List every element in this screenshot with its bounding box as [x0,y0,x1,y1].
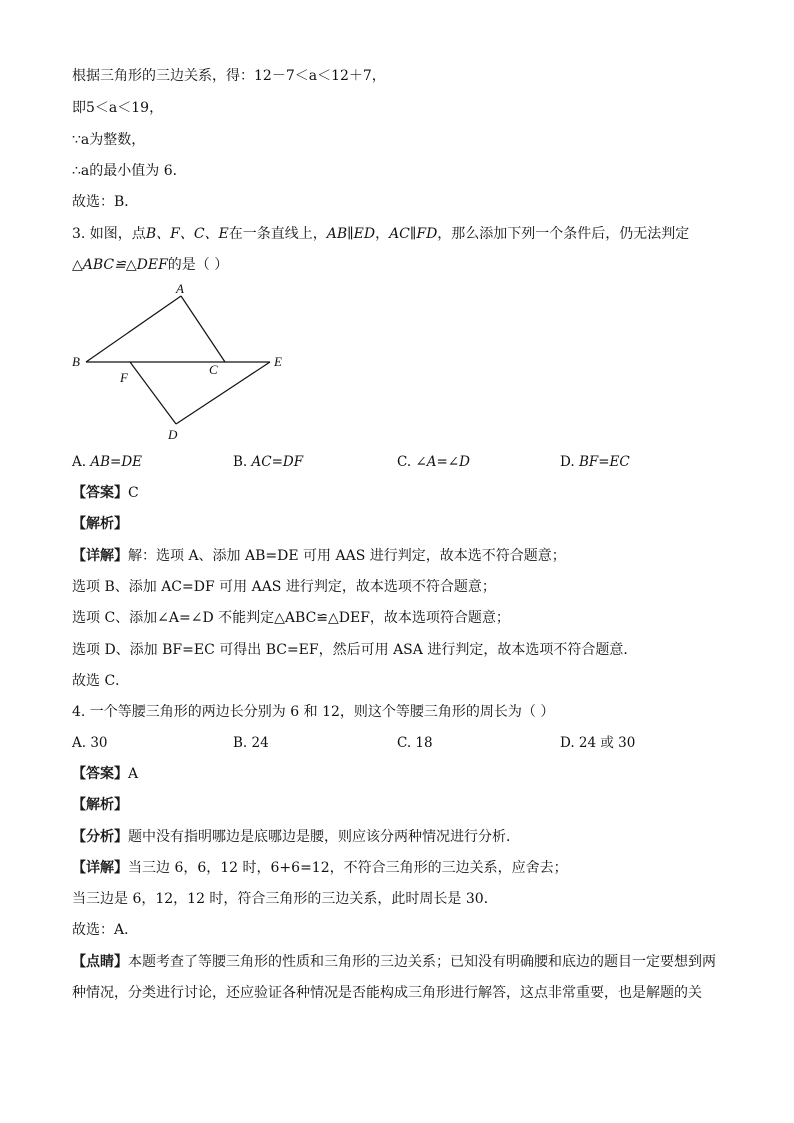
q4-option-c: C. 18 [397,735,433,751]
option-text: BF=EC [578,454,630,470]
q3-stem-line1 [72,224,689,244]
q3-points: B、F、C、E [145,226,229,242]
q3-stem-text: 的是（ ） [167,257,229,273]
segment-DE [176,362,270,424]
option-letter: B. [233,454,252,470]
answer-value: A [128,766,139,782]
q3-condition-2: AC∥FD [389,226,438,242]
q3-stem-text: 在一条直线上， [228,226,327,242]
q3-option-c [397,452,470,472]
solution-line-choose: 故选：B． [72,194,139,210]
q3-option-b [233,452,303,472]
q4-analysis-line [72,795,128,815]
fenxi-tag: 【分析】 [72,829,128,845]
detail-tag: 【详解】 [72,860,128,876]
q3-analysis-line [72,514,128,534]
q3-stem-text: ，那么添加下列一个条件后，仍无法判定 [437,226,690,242]
q4-stem: 4. 一个等腰三角形的两边长分别为 6 和 12，则这个等腰三角形的周长为（ ） [72,704,555,720]
label-C: C [209,362,218,377]
q4-option-b: B. 24 [233,735,269,751]
q3-choose-line: 故选 C． [72,673,130,689]
analysis-tag: 【解析】 [72,516,128,532]
solution-line-range: 即5＜a＜19， [72,100,164,116]
dianjing-text: 本题考查了等腰三角形的性质和三角形的三边关系；已知没有明确腰和底边的题目一定要想到两 [128,954,716,970]
text: 根据三角形的三边关系，得： [72,68,254,84]
answer-value: C [128,485,139,501]
q3-stem-line2 [72,255,228,275]
q4-detail-line2: 当三边是 6，12，12 时，符合三角形的三边关系，此时周长是 30． [72,891,498,907]
label-E: E [274,354,282,369]
q3-stem-text: 3. 如图，点 [72,226,146,242]
q3-geometry-figure [60,278,300,448]
solution-line-triangle-inequality [72,66,386,86]
q3-condition-1: AB∥ED [326,226,376,242]
q3-detail-line1 [72,546,566,566]
label-F: F [120,370,128,385]
solution-line-integer: ∵a为整数， [72,132,146,148]
segment-BA [86,296,181,362]
inequality: 12－7＜a＜12＋7， [254,68,386,84]
q3-answer-line [72,483,139,503]
analysis-tag: 【解析】 [72,797,128,813]
q3-congruence: △ABC≌△DEF [72,257,168,273]
option-text: AB=DE [90,454,143,470]
label-B: B [72,354,80,369]
segment-FD [130,362,176,424]
q4-dianjing-line2: 种情况，分类进行讨论，还应验证各种情况是否能构成三角形进行解答，这点非常重要，也是解题的关 [72,985,702,1001]
dianjing-tag: 【点睛】 [72,954,128,970]
q4-fenxi-line [72,827,520,847]
q4-option-a: A. 30 [72,735,108,751]
q4-choose-line: 故选：A． [72,922,139,938]
solution-line-min-value: ∴a的最小值为 6． [72,163,187,179]
q3-detail-line3: 选项 C、添加∠A=∠D 不能判定△ABC≌△DEF，故本选项符合题意； [72,610,510,626]
detail-tag: 【详解】 [72,548,128,564]
label-A: A [176,281,184,296]
detail-text: 当三边 6，6，12 时，6+6=12，不符合三角形的三边关系，应舍去； [128,860,568,876]
q3-separator: ， [375,226,390,242]
answer-tag: 【答案】 [72,485,128,501]
answer-tag: 【答案】 [72,766,128,782]
q3-detail-line2: 选项 B、添加 AC=DF 可用 AAS 进行判定，故本选项不符合题意； [72,579,496,595]
option-text: ∠A=∠D [415,454,470,470]
segment-AC [181,296,225,362]
q3-option-a [72,452,142,472]
q4-detail-line1 [72,858,568,878]
option-text: AC=DF [251,454,304,470]
label-D: D [168,427,178,442]
option-letter: A. [72,454,91,470]
q3-detail-line4: 选项 D、添加 BF=EC 可得出 BC=EF，然后可用 ASA 进行判定，故本选项不符合题意． [72,642,638,658]
q4-answer-line [72,764,138,784]
detail-text: 解：选项 A、添加 AB=DE 可用 AAS 进行判定，故本选不符合题意； [128,548,566,564]
q3-option-d [560,452,630,472]
option-letter: D. [560,454,579,470]
fenxi-text: 题中没有指明哪边是底哪边是腰，则应该分两种情况进行分析． [128,829,520,845]
q4-dianjing-line1 [72,952,716,972]
option-letter: C. [397,454,416,470]
q4-option-d: D. 24 或 30 [560,735,636,751]
